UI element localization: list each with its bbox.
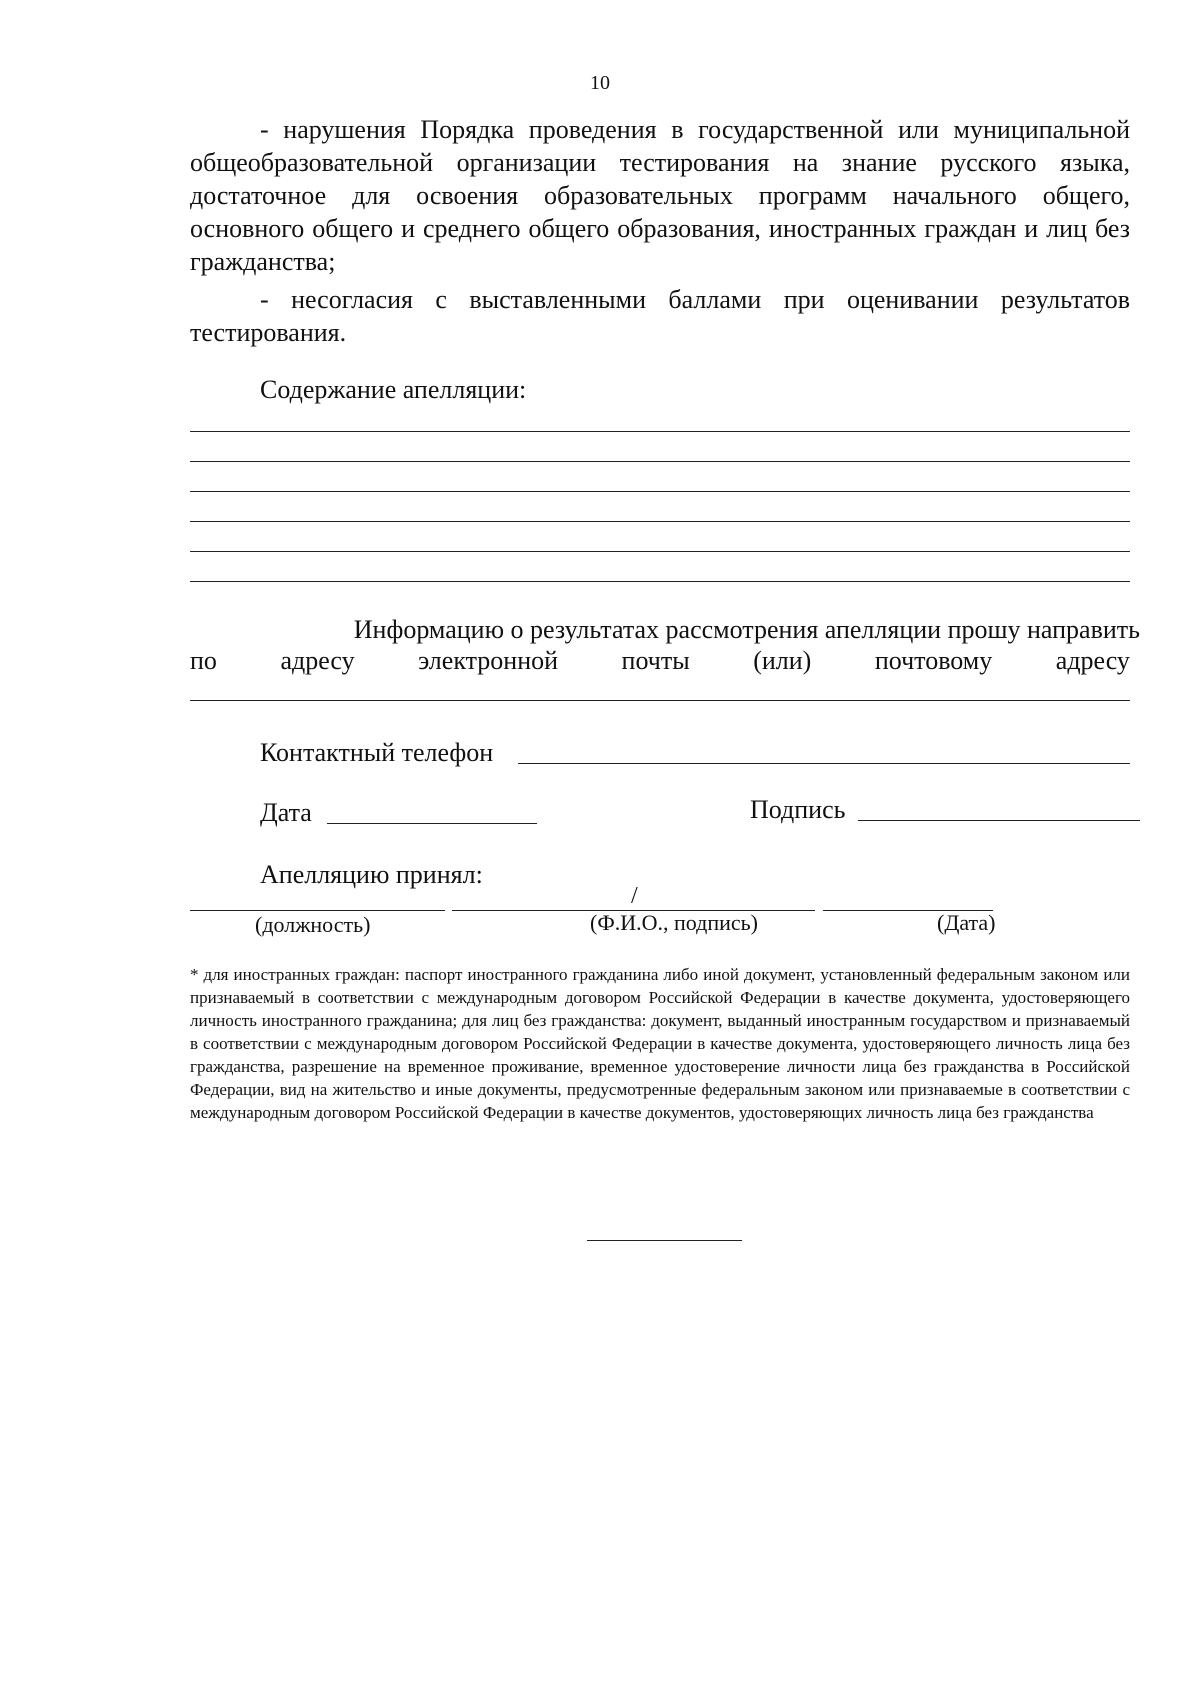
position-line[interactable] xyxy=(190,910,445,911)
accepted-label: Апелляцию принял: xyxy=(260,860,483,889)
appeal-content-line[interactable] xyxy=(190,521,1130,522)
footnote: * для иностранных граждан: паспорт иностранного гражданина либо иной документ, установленный федеральным законом или признаваемый в соответствии с международным договором Российской Федерации в качестве документа, удостоверяющего личность иностранного гражданина; для лиц без гражданства: документ, выданный иностранным государством и признаваемый в соответствии с международным договором Российской Федерации в качестве документа, удостоверяющего личность лица без гражданства, разрешение на временное проживание, временное удостоверение личности лица без гражданства в Российской Федерации, вид на жительство и иные документы, предусмотренные федеральным законом или признаваемые в соответствии с международным договором Российской Федерации в качестве документов, удостоверяющих личность лица без гражданства xyxy=(190,965,1130,1122)
end-divider xyxy=(587,1240,742,1241)
bullet-violation: - нарушения Порядка проведения в государственной или муниципальной общеобразовательной организации тестирования на знание русского языка, достаточное для освоения образовательных программ начального общего, основного общего и среднего общего образования, иностранных граждан и лиц без гражданства; xyxy=(190,115,1130,276)
date-line[interactable] xyxy=(327,823,537,824)
address-line[interactable] xyxy=(190,700,1130,701)
signature-label: Подпись xyxy=(750,795,846,824)
word: адресу xyxy=(1055,646,1130,675)
appeal-content-line[interactable] xyxy=(190,461,1130,462)
contact-phone-line[interactable] xyxy=(518,763,1130,764)
word: по xyxy=(190,646,217,675)
appeal-content-line[interactable] xyxy=(190,431,1130,432)
word: (или) xyxy=(753,646,812,675)
info-request-line1: Информацию о результатах рассмотрения апелляции прошу направить xyxy=(353,615,1140,644)
page-number: 10 xyxy=(590,72,610,94)
appeal-content-line[interactable] xyxy=(190,581,1130,582)
caption-name-signature: (Ф.И.О., подпись) xyxy=(590,910,758,935)
slash-separator: / xyxy=(631,883,638,909)
word: почтовому xyxy=(874,646,993,675)
caption-date: (Дата) xyxy=(937,910,996,935)
contact-phone-label: Контактный телефон xyxy=(260,738,494,767)
appeal-content-line[interactable] xyxy=(190,551,1130,552)
appeal-content-line[interactable] xyxy=(190,491,1130,492)
word: адресу xyxy=(280,646,355,675)
signature-line[interactable] xyxy=(858,820,1140,821)
word: электронной xyxy=(418,646,559,675)
date-label: Дата xyxy=(260,798,312,827)
caption-position: (должность) xyxy=(255,912,371,937)
word: почты xyxy=(621,646,690,675)
info-request-line2 xyxy=(190,644,1130,677)
appeal-content-label: Содержание апелляции: xyxy=(260,375,527,404)
bullet-disagreement: - несогласия с выставленными баллами при оценивании результатов тестирования. xyxy=(190,285,1130,347)
